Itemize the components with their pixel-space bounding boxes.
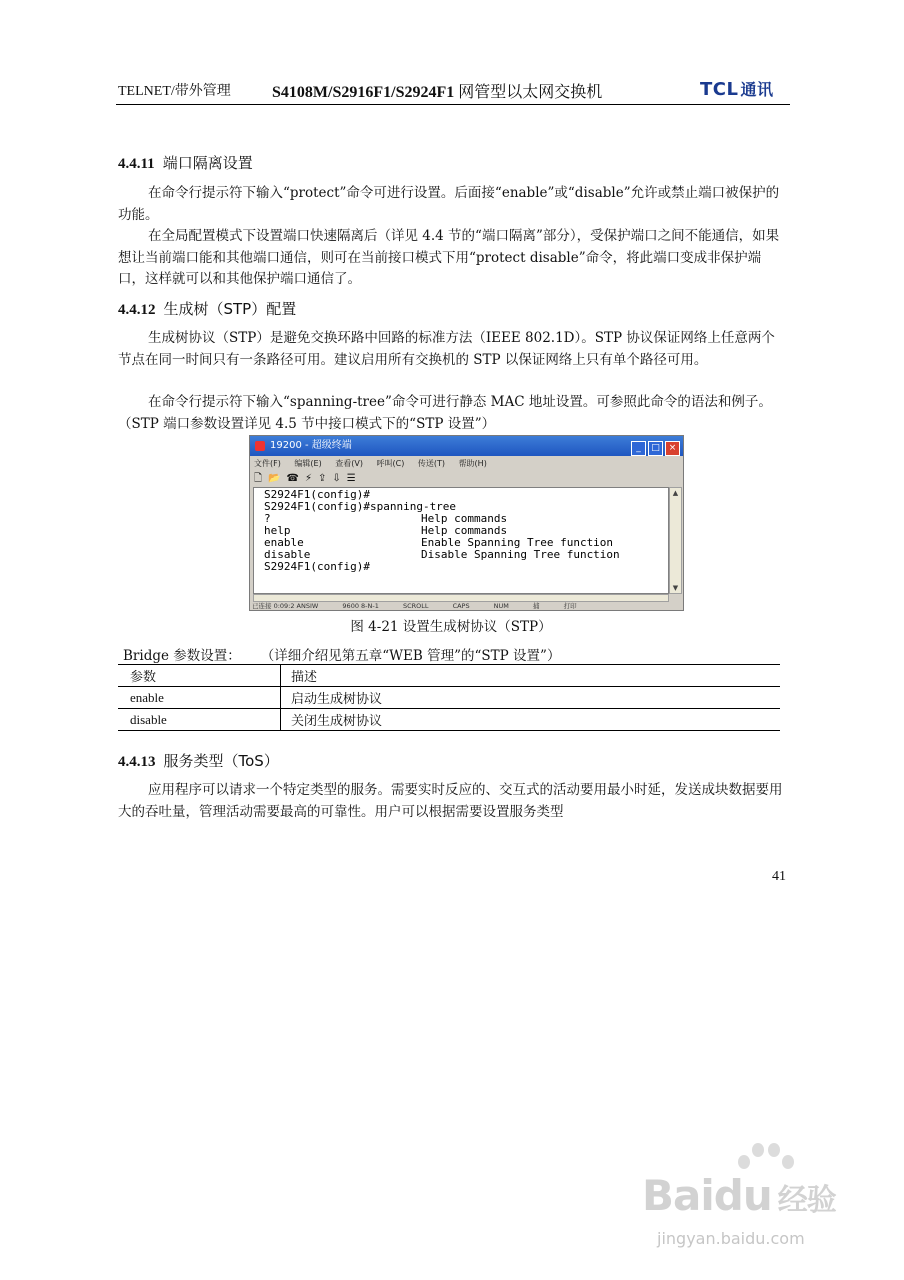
table-intro-note: （详细介绍见第五章“WEB 管理”的“STP 设置”） <box>260 648 561 664</box>
terminal-line: S2924F1(config)#spanning-tree <box>264 500 457 513</box>
header-param: 参数 <box>118 665 281 687</box>
status-print: 打印 <box>563 602 577 610</box>
receive-icon[interactable]: ⇩ <box>332 473 341 484</box>
properties-icon[interactable]: ☰ <box>346 473 356 484</box>
table-header-row <box>118 665 780 687</box>
section-heading-4-4-12 <box>118 298 296 319</box>
status-caps: CAPS <box>452 602 470 610</box>
table-row <box>118 709 780 731</box>
vertical-scrollbar[interactable] <box>669 487 682 594</box>
cell-desc: 启动生成树协议 <box>281 687 781 709</box>
terminal-line: disable <box>264 548 311 561</box>
terminal-line: enable <box>264 536 304 549</box>
open-icon[interactable]: 📂 <box>268 473 281 484</box>
paragraph: 生成树协议（STP）是避免交换环路中回路的标准方法（IEEE 802.1D）。STP 协议保证网络上任意两个节点在同一时间只有一条路径可用。建议启用所有交换机的 STP 以保证网络上只有单个路径可用。 <box>118 330 775 368</box>
menu-view[interactable]: 查看(V) <box>335 459 363 468</box>
terminal-output[interactable] <box>253 487 669 594</box>
terminal-line-desc: Enable Spanning Tree function <box>421 536 614 549</box>
status-connection: 已连接 0:09:2 ANSIW <box>252 602 319 610</box>
status-bar <box>252 602 681 611</box>
menu-file[interactable]: 文件(F) <box>254 459 281 468</box>
section-title: 生成树（STP）配置 <box>163 300 297 318</box>
product-models: S4108M/S2916F1/S2924F1 <box>272 84 455 101</box>
table-row <box>118 687 780 709</box>
paragraph: 应用程序可以请求一个特定类型的服务。需要实时反应的、交互式的活动要用最小时延，发送成块数据要用大的吞吐量，管理活动需要最高的可靠性。用户可以根据需要设置服务类型 <box>118 782 783 820</box>
minimize-icon[interactable]: _ <box>631 441 646 456</box>
header-divider <box>116 104 790 105</box>
disconnect-icon[interactable]: ⚡ <box>304 473 312 484</box>
table-intro-label: Bridge 参数设置： <box>123 648 241 664</box>
terminal-line: S2924F1(config)# <box>264 560 370 573</box>
cell-param: enable <box>118 687 281 709</box>
menu-bar <box>254 457 498 471</box>
running-header-left: TELNET/带外管理 <box>118 84 231 99</box>
figure-caption: 图 4-21 设置生成树协议（STP） <box>350 619 552 635</box>
close-icon[interactable]: × <box>665 441 680 456</box>
terminal-line: help <box>264 524 291 537</box>
terminal-line: S2924F1(config)# <box>264 488 370 501</box>
section-number: 4.4.13 <box>118 754 156 770</box>
cell-param: disable <box>118 709 281 731</box>
status-num: NUM <box>493 602 509 610</box>
logo-latin: TCL <box>700 79 739 100</box>
section-number: 4.4.11 <box>118 156 155 172</box>
send-icon[interactable]: ⇪ <box>318 473 327 484</box>
terminal-line-desc: Help commands <box>421 524 508 537</box>
bridge-parameter-table <box>118 664 780 731</box>
status-port: 9600 8-N-1 <box>342 602 379 610</box>
horizontal-scrollbar[interactable] <box>253 594 669 602</box>
logo-cn: 通讯 <box>740 80 774 99</box>
section-heading-4-4-11 <box>118 152 253 173</box>
window-title: 19200 - 超级终端 <box>270 440 352 451</box>
status-capture: 捕 <box>532 602 540 610</box>
cell-desc: 关闭生成树协议 <box>281 709 781 731</box>
section-number: 4.4.12 <box>118 302 156 318</box>
header-desc: 描述 <box>281 665 781 687</box>
paragraph: 在命令行提示符下输入“spanning-tree”命令可进行静态 MAC 地址设置。可参照此命令的语法和例子。（STP 端口参数设置详见 4.5 节中接口模式下的“STP 设置”） <box>118 394 772 432</box>
running-header-title <box>272 79 602 102</box>
watermark-brand <box>642 1171 836 1220</box>
menu-transfer[interactable]: 传送(T) <box>417 459 446 468</box>
terminal-line: ? <box>264 512 271 525</box>
menu-edit[interactable]: 编辑(E) <box>294 459 322 468</box>
scroll-up-icon[interactable]: ▲ <box>672 489 679 497</box>
phone-icon[interactable]: ☎ <box>286 473 299 484</box>
page-number: 41 <box>772 869 786 884</box>
new-icon[interactable]: 🗋 <box>254 473 263 484</box>
watermark-brand-latin: Baidu <box>642 1171 772 1220</box>
window-controls <box>629 438 680 458</box>
section-heading-4-4-13 <box>118 750 279 771</box>
terminal-line-desc: Help commands <box>421 512 508 525</box>
toolbar <box>254 472 362 486</box>
menu-help[interactable]: 帮助(H) <box>458 459 487 468</box>
baidu-watermark <box>612 1141 862 1271</box>
table-intro <box>123 644 560 664</box>
app-icon <box>255 441 265 451</box>
maximize-icon[interactable]: □ <box>648 441 663 456</box>
watermark-url: jingyan.baidu.com <box>657 1229 805 1248</box>
section-title: 服务类型（ToS） <box>163 752 279 770</box>
product-description: 网管型以太网交换机 <box>458 84 603 101</box>
paragraph: 在全局配置模式下设置端口快速隔离后（详见 4.4 节的“端口隔离”部分），受保护端口之间不能通信，如果想让当前端口能和其他端口通信，则可在当前接口模式下用“protect disable”命令，将此端口变成非保护端口，这样就可以和其他保护端口通信了。 <box>118 228 780 287</box>
terminal-line-desc: Disable Spanning Tree function <box>421 548 620 561</box>
window-titlebar <box>250 436 683 456</box>
paragraph: 在命令行提示符下输入“protect”命令可进行设置。后面接“enable”或“disable”允许或禁止端口被保护的功能。 <box>118 185 780 223</box>
section-title: 端口隔离设置 <box>162 154 253 172</box>
tcl-logo <box>700 77 773 100</box>
status-scroll: SCROLL <box>402 602 429 610</box>
menu-call[interactable]: 呼叫(C) <box>376 459 405 468</box>
hyperterminal-window <box>249 435 684 611</box>
scroll-down-icon[interactable]: ▼ <box>672 584 679 592</box>
watermark-brand-cn: 经验 <box>777 1183 836 1218</box>
